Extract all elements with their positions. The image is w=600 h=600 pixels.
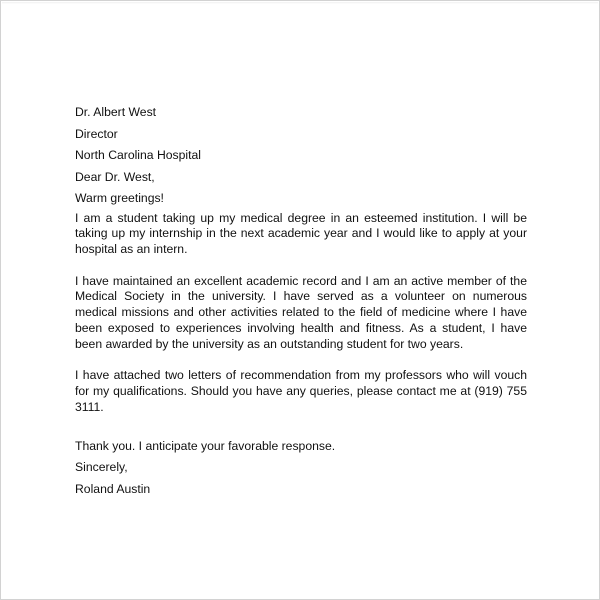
paragraph-qualifications: I have maintained an excellent academic record and I am an active member of the Medical Society in the university. I have served as a volunteer on numerous medical missions and other activities related to the field of medicine where I have been exposed to experiences involving health and fitness. As a student, I have been awarded by the university as an outstanding student for two years. [75,273,527,351]
letter-body [75,102,527,500]
thanks-line: Thank you. I anticipate your favorable response. [75,438,336,453]
top-edge-shadow [2,2,598,4]
closing-line: Sincerely, [75,460,128,475]
salutation: Dear Dr. West, [75,169,155,184]
paragraph-recommendations: I have attached two letters of recommendation from my professors who will vouch for my qualifications. Should you have any queries, please contact me at (919) 755 3111. [75,368,527,415]
recipient-title: Director [75,126,118,141]
recipient-organization: North Carolina Hospital [75,148,201,162]
greeting: Warm greetings! [75,191,164,205]
letter-paragraphs [75,211,527,416]
paragraph-intro: I am a student taking up my medical degree in an esteemed institution. I will be taking up my internship in the next academic year and I would like to apply at your hospital as an intern. [75,210,527,257]
signature-name: Roland Austin [75,481,151,496]
closing-block [75,436,527,501]
recipient-name: Dr. Albert West [75,105,157,119]
